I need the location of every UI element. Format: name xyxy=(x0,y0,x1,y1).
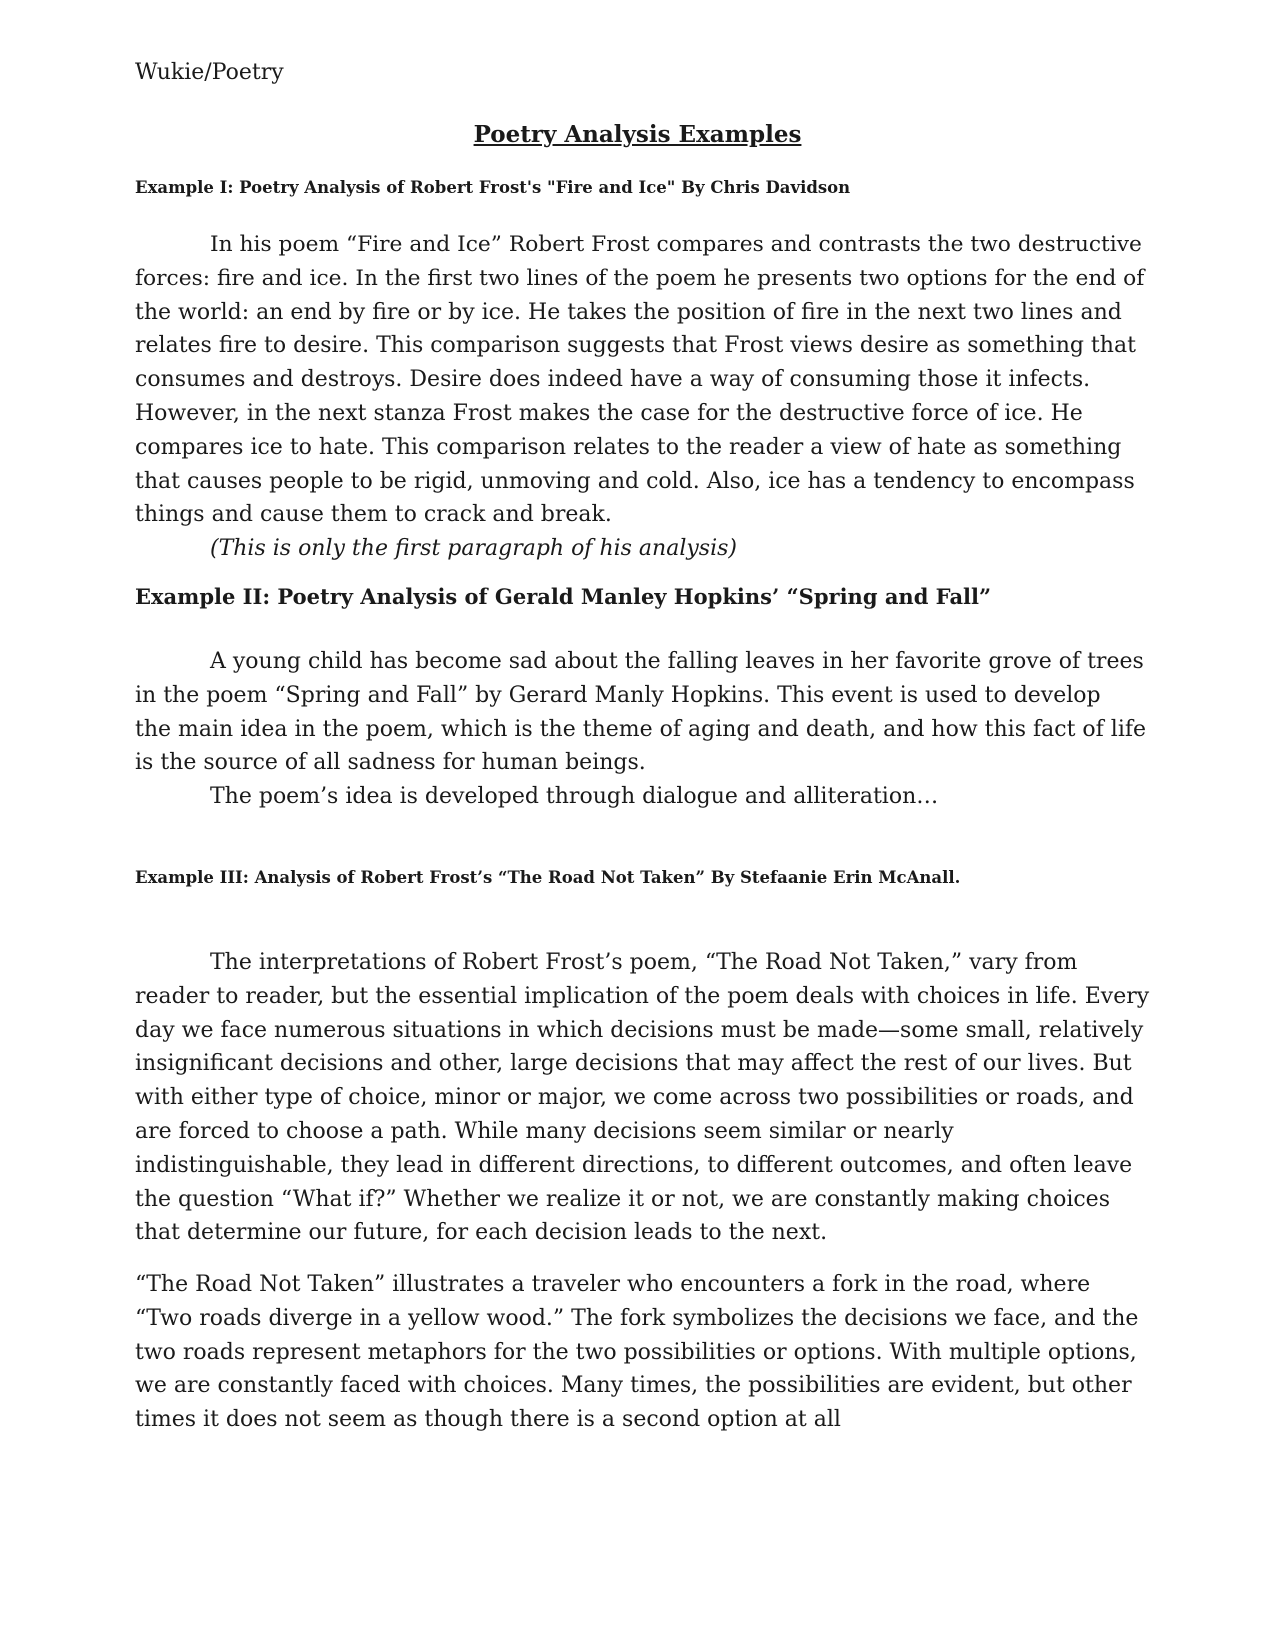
paragraph-line: two roads represent metaphors for the two possibilities or options. With multiple options, xyxy=(135,1339,1137,1365)
analysis-note: (This is only the first paragraph of his analysis) xyxy=(210,536,738,562)
paragraph-line: the world: an end by fire or by ice. He takes the position of fire in the next two lines and xyxy=(135,299,1122,325)
paragraph-line: “The Road Not Taken” illustrates a traveler who encounters a fork in the road, where xyxy=(135,1272,1091,1297)
paragraph-continuation: The poem’s idea is developed through dialogue and alliteration… xyxy=(210,784,939,810)
paragraph-line: consumes and destroys. Desire does indeed have a way of consuming those it infects. xyxy=(135,367,1091,393)
paragraph-line: is the source of all sadness for human beings. xyxy=(135,750,646,776)
paragraph-line: day we face numerous situations in which decisions must be made—some small, relatively xyxy=(135,1017,1144,1043)
paragraph-line: with either type of choice, minor or major, we come across two possibilities or roads, and xyxy=(135,1085,1134,1111)
document-title: Poetry Analysis Examples xyxy=(473,121,802,148)
running-head: Wukie/Poetry xyxy=(135,60,284,85)
paragraph-line: we are constantly faced with choices. Many times, the possibilities are evident, but other xyxy=(135,1373,1132,1399)
paragraph-line: relates fire to desire. This comparison suggests that Frost views desire as something that xyxy=(135,333,1136,359)
paragraph-line: that determine our future, for each decision leads to the next. xyxy=(135,1220,828,1246)
paragraph-line: However, in the next stanza Frost makes the case for the destructive force of ice. He xyxy=(135,400,1083,426)
example-2-heading: Example II: Poetry Analysis of Gerald Manley Hopkins’ “Spring and Fall” xyxy=(135,584,992,609)
paragraph-line: times it does not seem as though there is a second option at all xyxy=(135,1407,841,1433)
paragraph-line: in the poem “Spring and Fall” by Gerard Manly Hopkins. This event is used to develop xyxy=(135,682,1101,708)
example-3-paragraph-2 xyxy=(135,1268,1145,1437)
example-1-heading: Example I: Poetry Analysis of Robert Frost's "Fire and Ice" By Chris Davidson xyxy=(135,178,851,197)
paragraph-line: that causes people to be rigid, unmoving and cold. Also, ice has a tendency to encompass xyxy=(135,468,1135,494)
paragraph-line: the question “What if?” Whether we realize it or not, we are constantly making choices xyxy=(135,1186,1110,1212)
paragraph-line: compares ice to hate. This comparison relates to the reader a view of hate as something xyxy=(135,434,1122,460)
example-2-paragraph xyxy=(135,645,1145,814)
paragraph-line: insignificant decisions and other, large decisions that may affect the rest of our lives. But xyxy=(135,1051,1132,1077)
example-1-paragraph xyxy=(135,228,1145,566)
paragraph-line: are forced to choose a path. While many decisions seem similar or nearly xyxy=(135,1118,954,1144)
example-3-heading: Example III: Analysis of Robert Frost’s “The Road Not Taken” By Stefaanie Erin McAnall. xyxy=(135,868,961,887)
paragraph-line: reader to reader, but the essential implication of the poem deals with choices in life. Every xyxy=(135,983,1150,1009)
paragraph-line: In his poem “Fire and Ice” Robert Frost compares and contrasts the two destructive xyxy=(210,232,1142,257)
paragraph-line: indistinguishable, they lead in different directions, to different outcomes, and often leave xyxy=(135,1152,1133,1178)
paragraph-line: forces: fire and ice. In the first two lines of the poem he presents two options for the end of xyxy=(135,265,1145,291)
paragraph-line: the main idea in the poem, which is the theme of aging and death, and how this fact of life xyxy=(135,716,1147,742)
paragraph-line: A young child has become sad about the falling leaves in her favorite grove of trees xyxy=(210,649,1144,674)
paragraph-line: things and cause them to crack and break. xyxy=(135,502,612,528)
paragraph-line: “Two roads diverge in a yellow wood.” The fork symbolizes the decisions we face, and the xyxy=(135,1305,1139,1331)
example-3-paragraph-1 xyxy=(135,946,1150,1250)
paragraph-line: The interpretations of Robert Frost’s poem, “The Road Not Taken,” vary from xyxy=(210,950,1078,975)
